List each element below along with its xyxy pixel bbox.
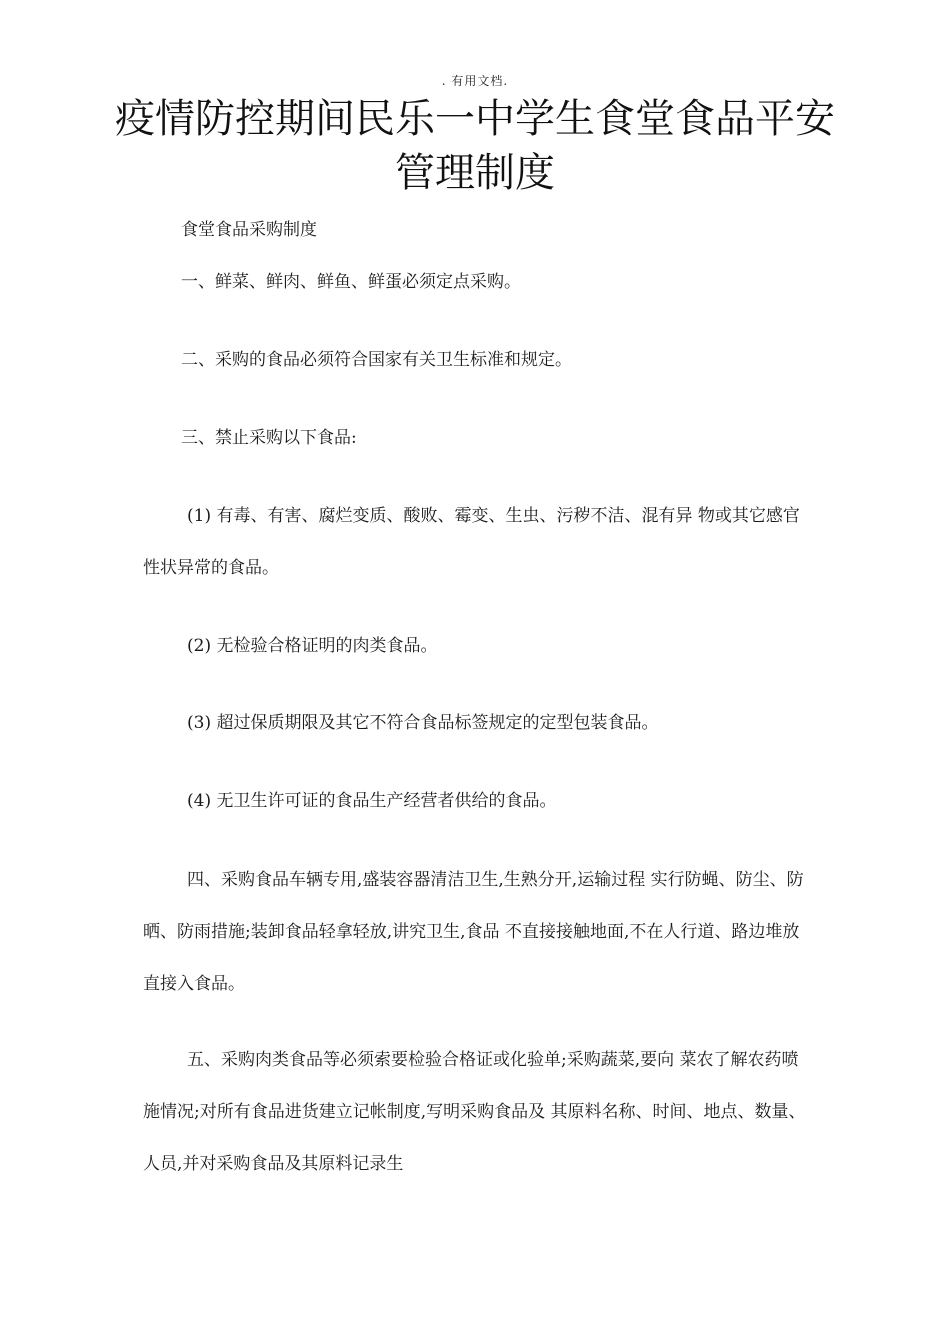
paragraph-3: 三、禁止采购以下食品:	[181, 428, 357, 448]
paragraph-8: 四、采购食品车辆专用,盛装容器清洁卫生,生熟分开,运输过程 实行防蝇、防尘、防晒、防雨措施;装卸食品轻拿轻放,讲究卫生,食品 不直接接触地面,不在人行道、路边堆放直接入食品。	[143, 870, 804, 994]
paragraph-4: (1) 有毒、有害、腐烂变质、酸败、霉变、生虫、污秽不洁、混有异 物或其它感官性状异常的食品。	[143, 506, 800, 578]
paragraph-6: (3) 超过保质期限及其它不符合食品标签规定的定型包装食品。	[187, 713, 659, 733]
paragraph-9: 五、采购肉类食品等必须索要检验合格证或化验单;采购蔬菜,要向 菜农了解农药喷施情况;对所有食品进货建立记帐制度,写明采购食品及 其原料名称、时间、地点、数量、人员,并对采购食品及其原料记录生	[143, 1050, 806, 1174]
document-title: 疫情防控期间民乐一中学生食堂食品平安管理制度	[115, 96, 835, 196]
paragraph-7: (4) 无卫生许可证的食品生产经营者供给的食品。	[187, 791, 557, 811]
paragraph-2: 二、采购的食品必须符合国家有关卫生标准和规定。	[181, 350, 572, 370]
section-heading: 食堂食品采购制度	[181, 220, 317, 240]
paragraph-5: (2) 无检验合格证明的肉类食品。	[187, 636, 438, 656]
header-note: . 有用文档.	[441, 74, 509, 88]
paragraph-1: 一、鲜菜、鲜肉、鲜鱼、鲜蛋必须定点采购。	[181, 272, 521, 292]
